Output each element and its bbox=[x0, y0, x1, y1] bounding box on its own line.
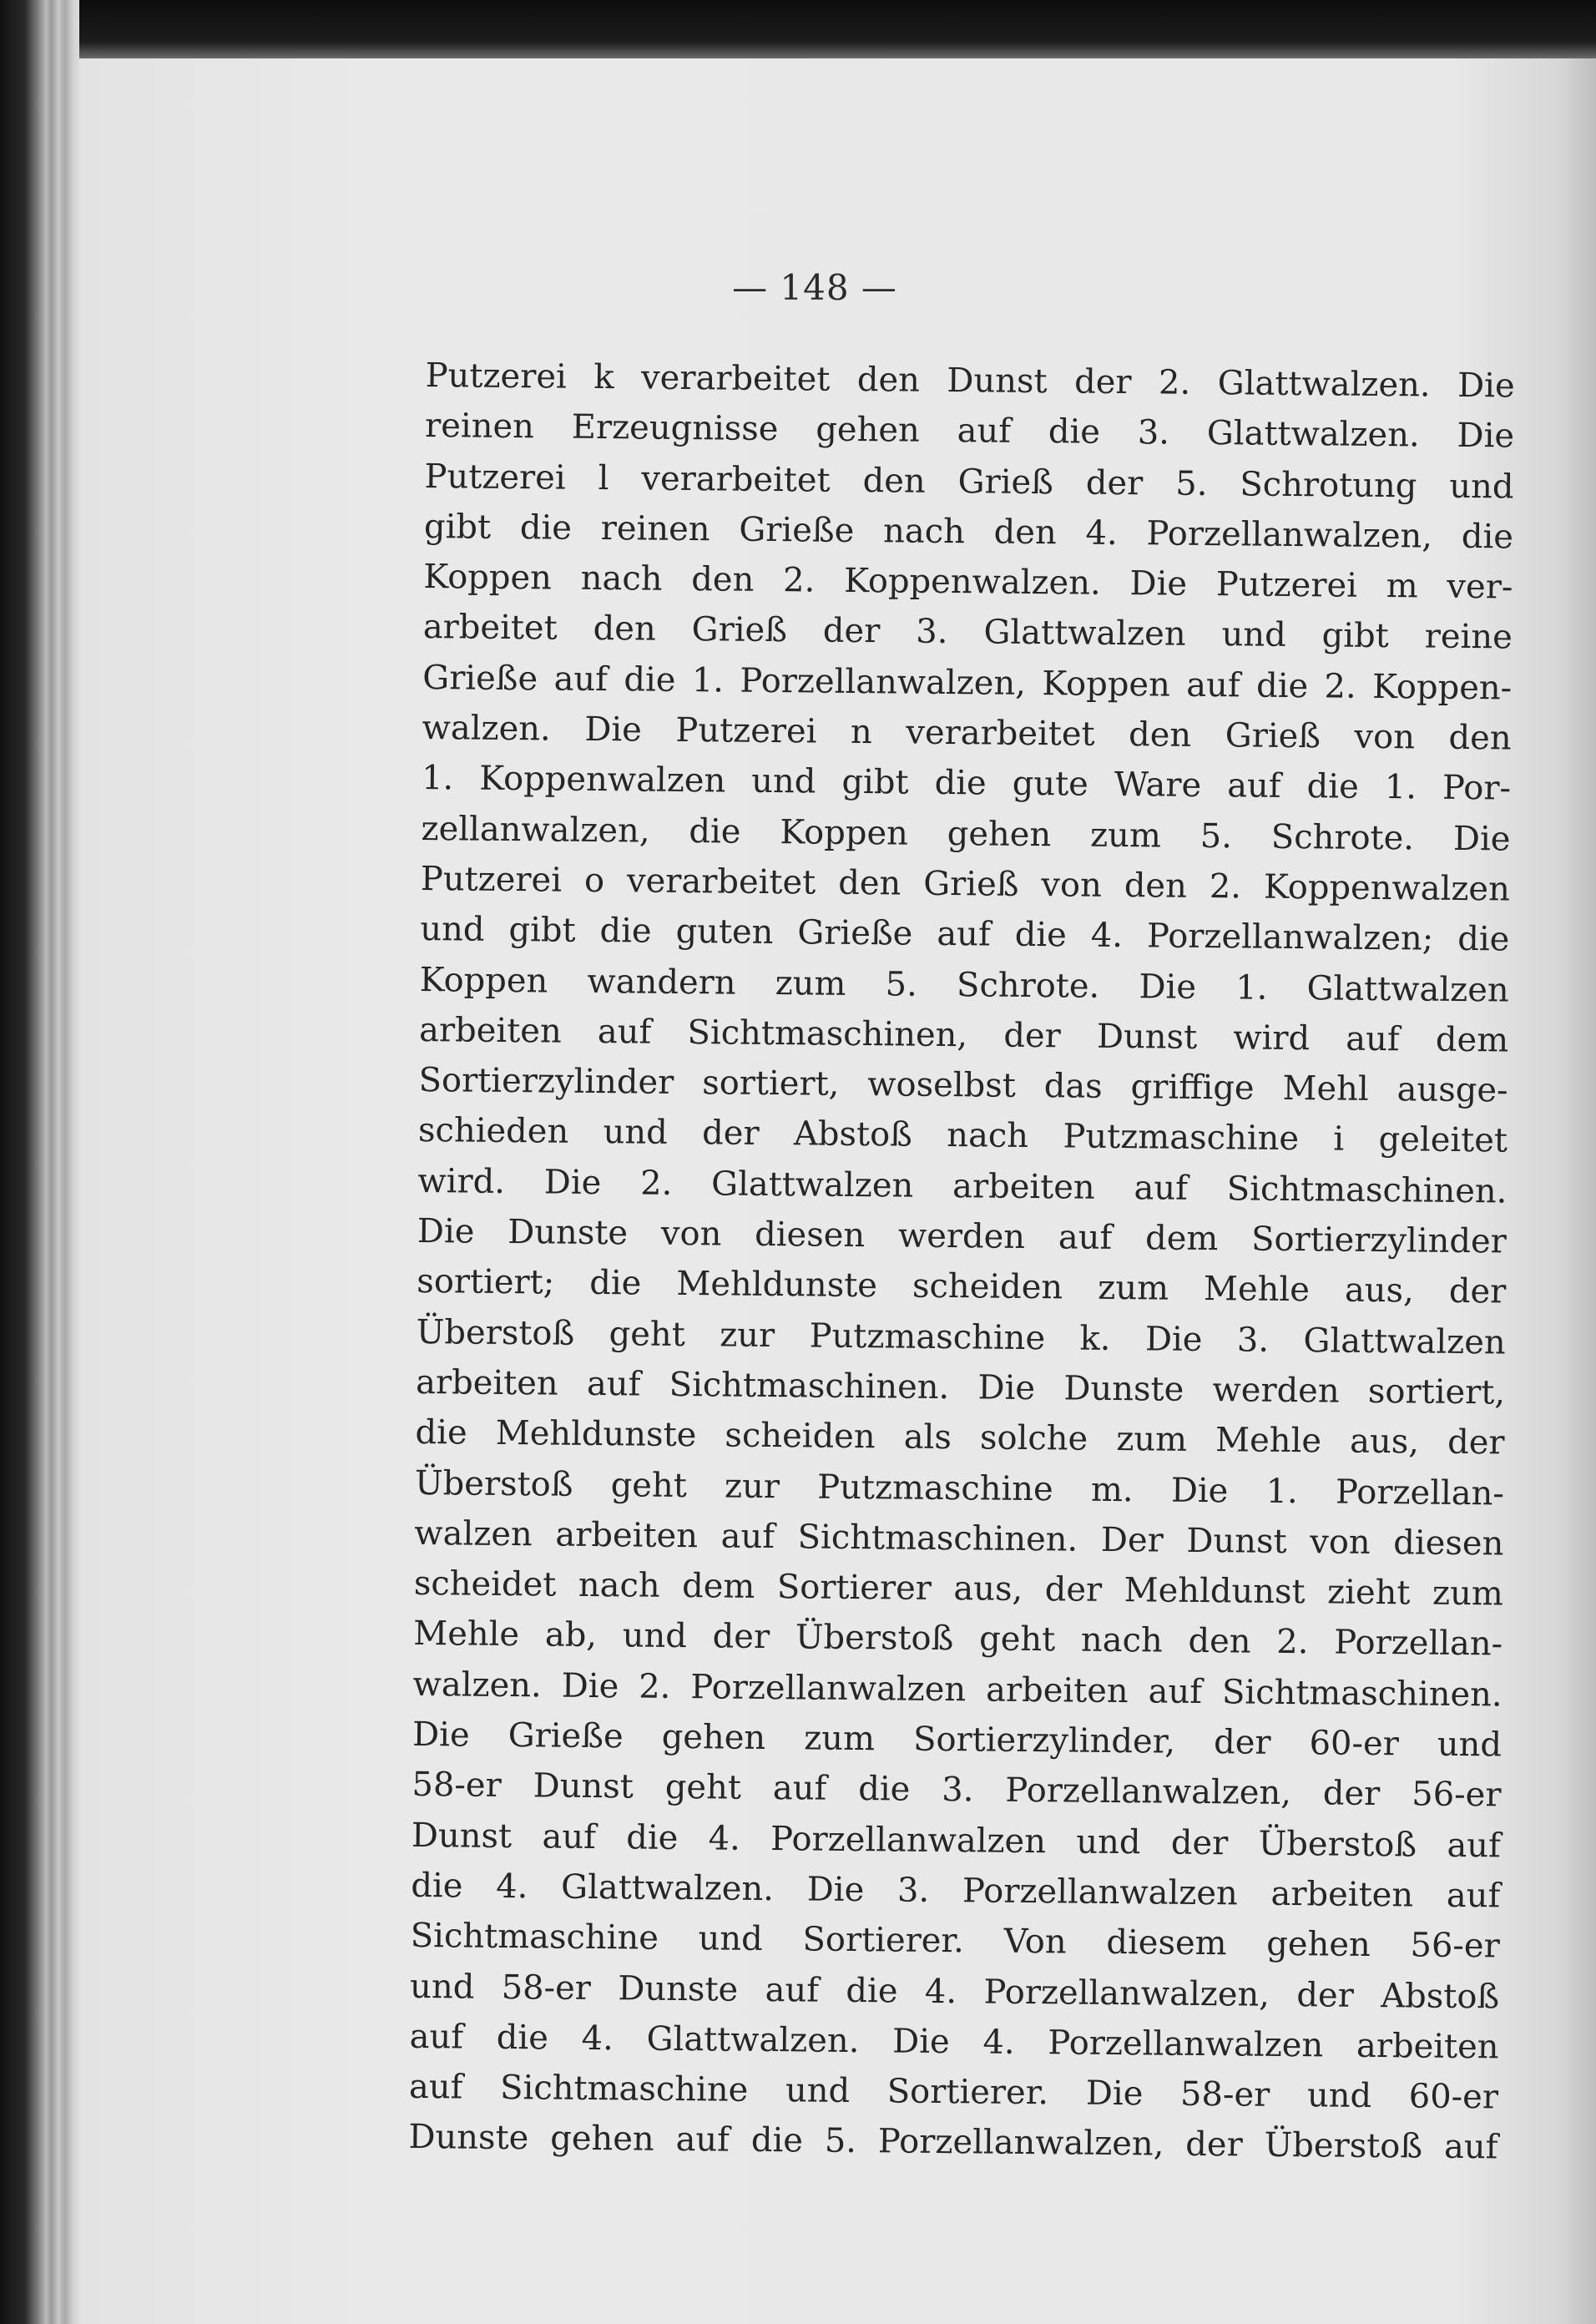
text-line: reinen Erzeugnisse gehen auf die 3. Glattwalzen. Die bbox=[424, 407, 1515, 456]
scanner-top-edge bbox=[0, 0, 1596, 58]
book-page bbox=[33, 48, 1596, 2324]
text-line: Sortierzylinder sortiert, woselbst das griffige Mehl ausge- bbox=[418, 1061, 1508, 1110]
text-line: Die Grieße gehen zum Sortierzylinder, der 60-er und bbox=[412, 1715, 1503, 1765]
text-line: Koppen nach den 2. Koppenwalzen. Die Putzerei m ver- bbox=[423, 558, 1513, 607]
text-line: Grieße auf die 1. Porzellanwalzen, Koppen auf die 2. Koppen- bbox=[422, 658, 1513, 708]
text-line: auf Sichtmaschine und Sortierer. Die 58-er und 60-er bbox=[408, 2067, 1499, 2117]
page-number: — 148 — bbox=[732, 267, 897, 308]
text-line: sortiert; die Mehldunste scheiden zum Mehle aus, der bbox=[417, 1262, 1507, 1311]
text-line: Dunst auf die 4. Porzellanwalzen und der Überstoß auf bbox=[411, 1816, 1502, 1866]
text-line: gibt die reinen Grieße nach den 4. Porzellanwalzen, die bbox=[423, 507, 1514, 557]
text-line: walzen. Die Putzerei n verarbeitet den Grieß von den bbox=[422, 709, 1512, 758]
text-line: die Mehldunste scheiden als solche zum Mehle aus, der bbox=[415, 1413, 1505, 1463]
text-line: Sichtmaschine und Sortierer. Von diesem gehen 56-er bbox=[410, 1917, 1500, 1966]
text-line: Putzerei o verarbeitet den Grieß von den 2. Koppenwalzen bbox=[420, 859, 1511, 909]
text-line: walzen. Die 2. Porzellanwalzen arbeiten auf Sichtmaschinen. bbox=[412, 1665, 1503, 1715]
text-line: arbeiten auf Sichtmaschinen, der Dunst wird auf dem bbox=[418, 1010, 1509, 1060]
text-line: Die Dunste von diesen werden auf dem Sortierzylinder bbox=[417, 1211, 1508, 1261]
text-line: 1. Koppenwalzen und gibt die gute Ware auf die 1. Por- bbox=[421, 759, 1512, 808]
text-line: Putzerei k verarbeitet den Dunst der 2. Glattwalzen. Die bbox=[425, 356, 1515, 406]
text-line: zellanwalzen, die Koppen gehen zum 5. Schrote. Die bbox=[421, 809, 1511, 859]
text-line: arbeitet den Grieß der 3. Glattwalzen und gibt reine bbox=[422, 608, 1513, 657]
text-line: Überstoß geht zur Putzmaschine m. Die 1. Porzellan- bbox=[414, 1463, 1505, 1513]
text-line: wird. Die 2. Glattwalzen arbeiten auf Sichtmaschinen. bbox=[417, 1161, 1508, 1211]
text-line: walzen arbeiten auf Sichtmaschinen. Der Dunst von diesen bbox=[414, 1513, 1504, 1564]
book-spine-edge bbox=[0, 0, 79, 2324]
text-line: Mehle ab, und der Überstoß geht nach den 2. Porzellan- bbox=[413, 1614, 1503, 1664]
text-line: arbeiten auf Sichtmaschinen. Die Dunste werden sortiert, bbox=[415, 1362, 1506, 1412]
text-line: 58-er Dunst geht auf die 3. Porzellanwalzen, der 56-er bbox=[412, 1766, 1502, 1815]
text-line: und 58-er Dunste auf die 4. Porzellanwalzen, der Abstoß bbox=[409, 1967, 1500, 2016]
text-line: Dunste gehen auf die 5. Porzellanwalzen, der Überstoß auf bbox=[408, 2118, 1498, 2167]
text-line: Koppen wandern zum 5. Schrote. Die 1. Glattwalzen bbox=[419, 960, 1509, 1010]
text-line: und gibt die guten Grieße auf die 4. Porzellanwalzen; die bbox=[420, 910, 1510, 959]
body-text bbox=[408, 351, 1515, 2173]
text-line: scheidet nach dem Sortierer aus, der Mehldunst zieht zum bbox=[413, 1564, 1503, 1614]
text-line: schieden und der Abstoß nach Putzmaschine i geleitet bbox=[417, 1111, 1508, 1160]
text-line: Putzerei l verarbeitet den Grieß der 5. Schrotung und bbox=[424, 457, 1514, 507]
text-line: die 4. Glattwalzen. Die 3. Porzellanwalzen arbeiten auf bbox=[411, 1866, 1501, 1916]
text-line: Überstoß geht zur Putzmaschine k. Die 3. Glattwalzen bbox=[416, 1312, 1506, 1362]
text-line: auf die 4. Glattwalzen. Die 4. Porzellanwalzen arbeiten bbox=[409, 2017, 1499, 2067]
